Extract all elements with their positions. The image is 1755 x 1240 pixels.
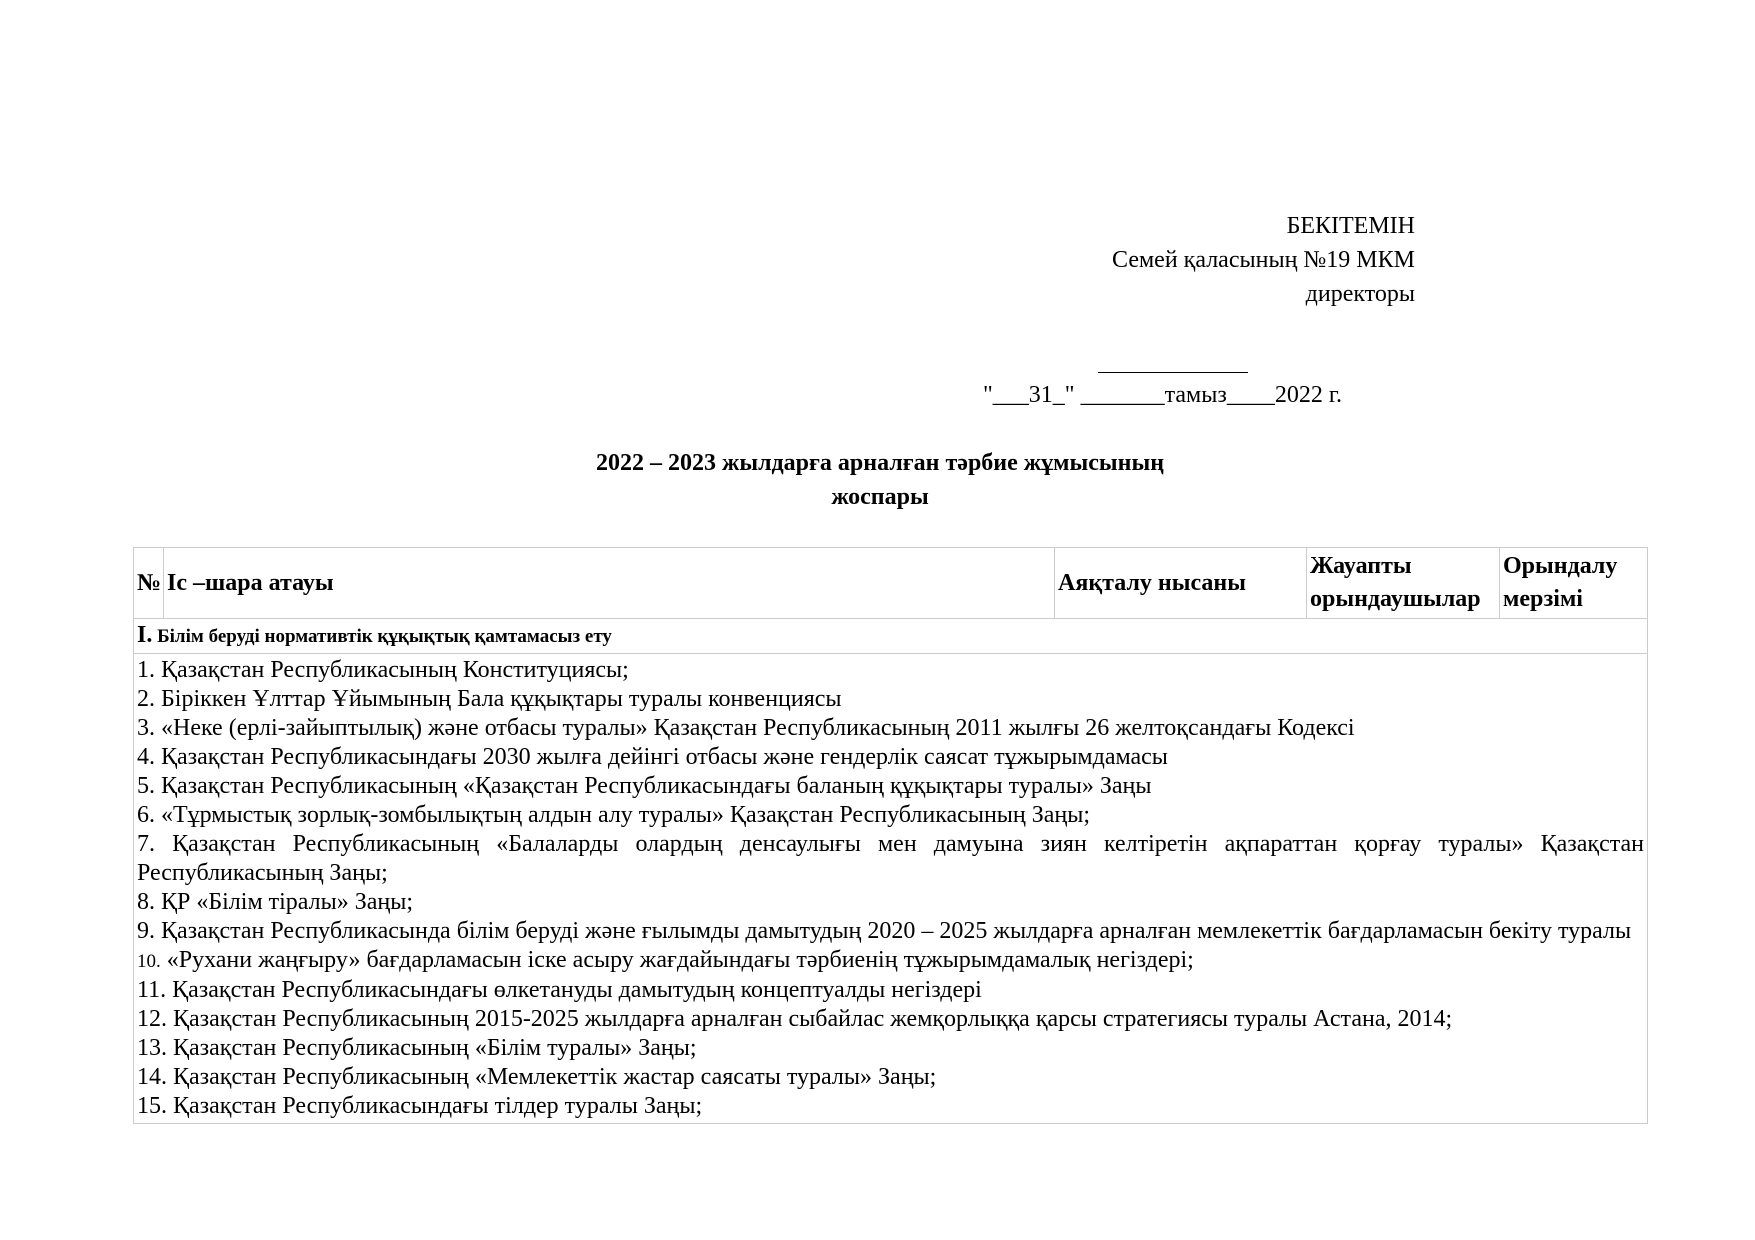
approval-position: директоры [1305,281,1415,307]
header-deadline: Орындалу мерзімі [1500,548,1648,619]
list-item: 9. Қазақстан Республикасында білім беруді және ғылымды дамытудың 2020 – 2025 жылдарға арналған мемлекеттік бағдарламасын бекіту туралы [137,918,1632,944]
header-completion-form: Аяқталу нысаны [1055,548,1307,619]
list-item: 4. Қазақстан Республикасындағы 2030 жылға дейінгі отбасы және гендерлік саясат тұжырымдамасы [137,744,1168,770]
document-title [0,446,1755,514]
list-item: 15. Қазақстан Республикасындағы тілдер туралы Заңы; [137,1093,703,1119]
section-row [134,619,1648,654]
section-title-cell [134,619,1648,654]
list-item: 11. Қазақстан Республикасындағы өлкетануды дамытудың концептуалды негіздері [137,977,982,1003]
section-number: І. [137,622,153,648]
header-event-name: Іс –шара атауы [164,548,1055,619]
list-item: 14. Қазақстан Республикасының «Мемлекеттік жастар саясаты туралы» Заңы; [137,1064,937,1090]
plan-table [133,547,1648,1124]
list-item: 6. «Тұрмыстық зорлық-зомбылықтың алдын алу туралы» Қазақстан Республикасының Заңы; [137,802,1091,828]
document-title-line2: жоспары [831,484,929,510]
list-item: 5. Қазақстан Республикасының «Қазақстан Республикасындағы баланың құқықтары туралы» Заңы [137,773,1152,799]
header-responsible: Жауапты орындаушылар [1307,548,1500,619]
documents-list [134,654,1648,1124]
list-item: 13. Қазақстан Республикасының «Білім туралы» Заңы; [137,1035,697,1061]
approval-block [1112,209,1415,311]
signature-line [1098,350,1248,373]
document-title-line1: 2022 – 2023 жылдарға арналған тәрбие жұмысының [595,450,1165,476]
list-item: 7. Қазақстан Республикасының «Балаларды олардың денсаулығы мен дамуына зиян келтіретін ақпараттан қорғау туралы» Қазақстан Республикасының Заңы; [137,831,1645,886]
documents-row [134,654,1648,1124]
header-number: № [134,548,164,619]
section-title: Білім беруді нормативтік құқықтық қамтамасыз ету [157,626,612,647]
approval-organization: Семей қаласының №19 МКМ [1112,247,1415,273]
list-item: 1. Қазақстан Республикасының Конституциясы; [137,657,629,683]
approval-heading: БЕКІТЕМІН [1286,213,1415,239]
list-item: 12. Қазақстан Республикасының 2015-2025 жылдарға арналған сыбайлас жемқорлыққа қарсы стратегиясы туралы Астана, 2014; [137,1006,1453,1032]
approval-date: "___31_" _______тамыз____2022 г. [983,382,1342,408]
table-header-row [134,548,1648,619]
list-item: 3. «Неке (ерлі-зайыптылық) және отбасы туралы» Қазақстан Республикасының 2011 жылғы 26 желтоқсандағы Кодексі [137,715,1355,741]
list-item: 10. «Рухани жаңғыру» бағдарламасын іске асыру жағдайындағы тәрбиенің тұжырымдамалық негіздері; [137,947,1194,973]
list-item: 8. ҚР «Білім тіралы» Заңы; [137,889,414,915]
list-item: 2. Біріккен Ұлттар Ұйымының Бала құқықтары туралы конвенциясы [137,686,842,712]
